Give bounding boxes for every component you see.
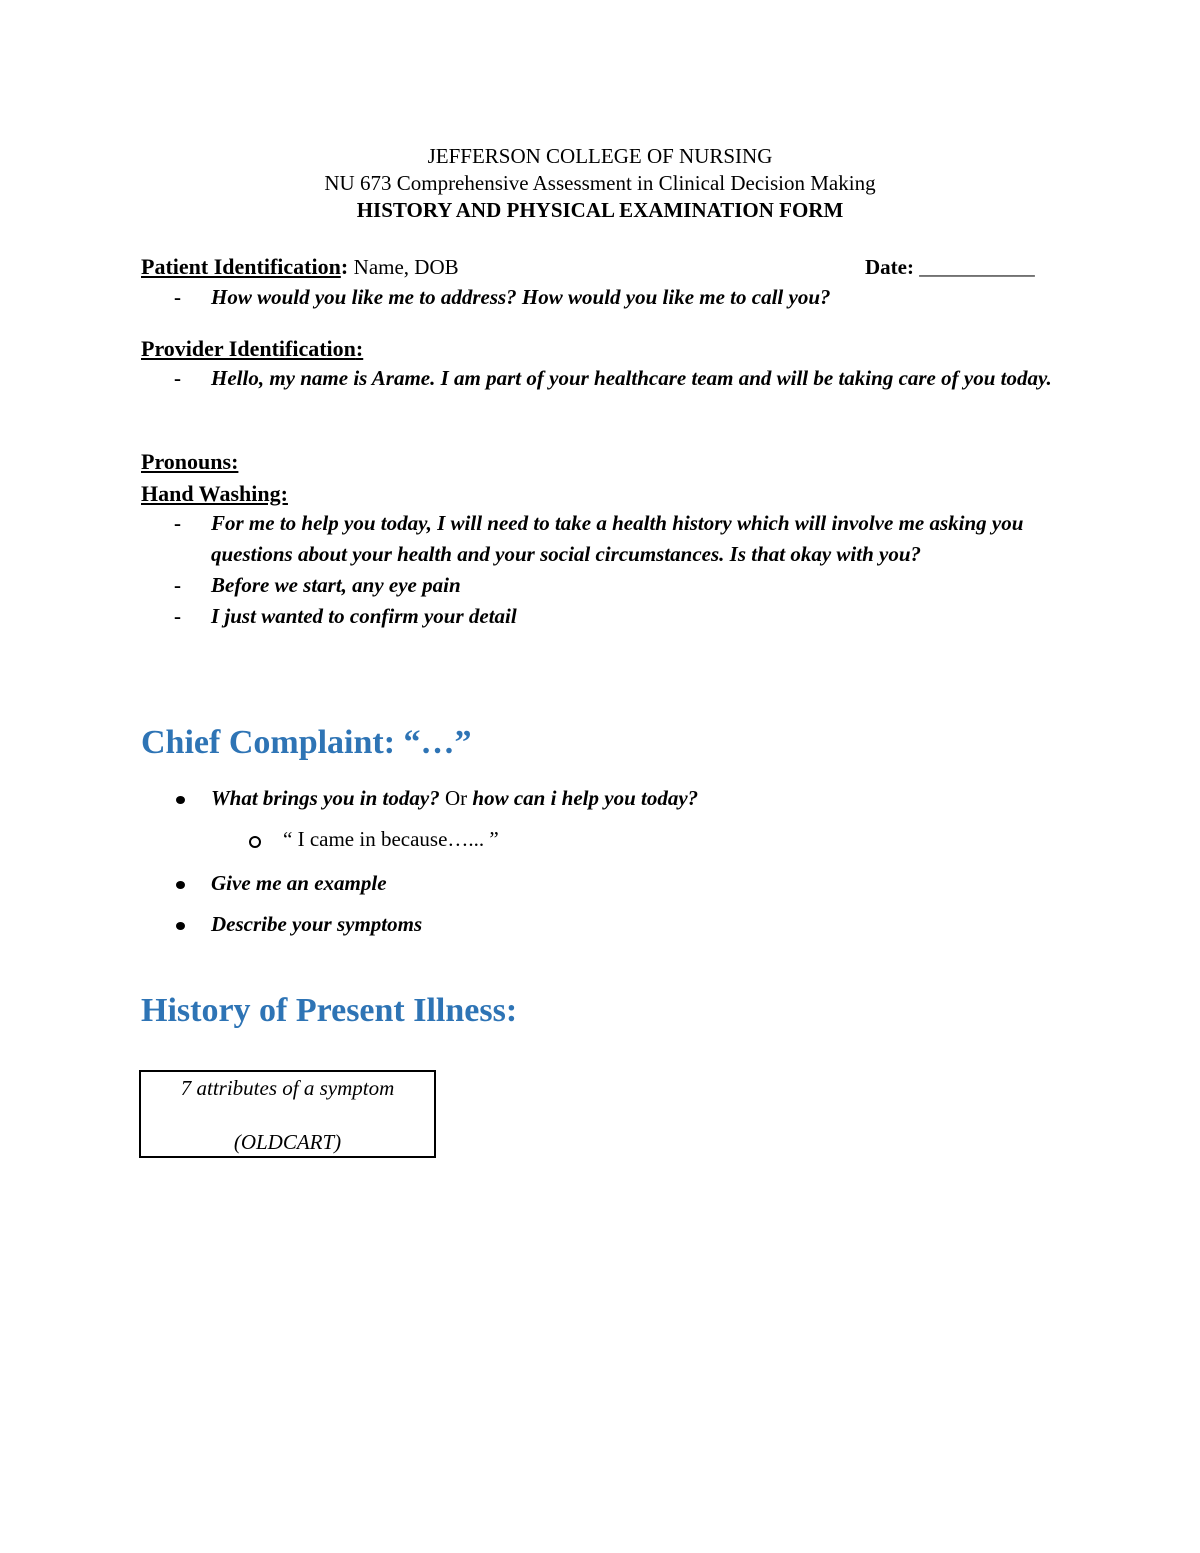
form-header <box>0 143 1200 224</box>
form-title: HISTORY AND PHYSICAL EXAMINATION FORM <box>356 198 844 222</box>
list-item <box>0 601 1071 632</box>
question-or: Or <box>439 786 473 810</box>
list-item <box>0 363 1071 394</box>
dash-marker: - <box>174 604 181 628</box>
course-title: NU 673 Comprehensive Assessment in Clinical Decision Making <box>324 171 876 195</box>
dash-marker: - <box>174 511 181 535</box>
bullet-dot-icon <box>176 881 185 889</box>
provider-identification-label: Provider Identification <box>141 336 356 361</box>
chief-complaint-question <box>211 786 698 811</box>
date-blank: ___________ <box>919 255 1035 279</box>
hand-washing-row <box>141 481 288 507</box>
bullet-dot-icon <box>176 922 185 930</box>
question-part-2: how can i help you today? <box>472 786 699 810</box>
hpi-heading: History of Present Illness: <box>141 992 518 1029</box>
provider-identification-colon: : <box>355 336 364 361</box>
provider-identification-row <box>141 336 363 362</box>
hand-washing-label: Hand Washing: <box>141 481 288 506</box>
chief-complaint-example: Give me an example <box>211 871 387 895</box>
patient-identification-label: Patient Identification <box>141 254 341 279</box>
list-item <box>0 282 1071 313</box>
question-part-1: What brings you in today? <box>211 786 440 810</box>
hand-washing-prompt-3: I just wanted to confirm your detail <box>211 604 517 628</box>
chief-complaint-heading: Chief Complaint: “…” <box>141 724 472 761</box>
hand-washing-prompts <box>0 508 1200 632</box>
patient-identification-row <box>141 254 459 280</box>
list-item <box>0 508 1071 570</box>
provider-prompts <box>0 363 1200 394</box>
list-item <box>0 570 1071 601</box>
patient-identification-colon: : <box>340 254 349 279</box>
pronouns-row <box>141 449 238 475</box>
dash-marker: - <box>174 366 181 390</box>
provider-prompt-text: Hello, my name is Arame. I am part of your healthcare team and will be taking care of you today. <box>211 366 1052 390</box>
date-label: Date: <box>865 255 914 279</box>
chief-complaint-quote: “ I came in because…... ” <box>283 827 499 851</box>
bullet-ring-icon <box>249 836 261 848</box>
dash-marker: - <box>174 285 181 309</box>
hand-washing-prompt-1: For me to help you today, I will need to take a health history which will involve me asking you questions about your health and your social circumstances. Is that okay with you? <box>211 511 1024 566</box>
college-name: JEFFERSON COLLEGE OF NURSING <box>427 144 773 168</box>
oldcart-box-line-1: 7 attributes of a symptom <box>180 1076 395 1100</box>
chief-complaint-symptoms: Describe your symptoms <box>211 912 423 936</box>
patient-prompts <box>0 282 1200 313</box>
pronouns-label: Pronouns: <box>141 449 239 474</box>
bullet-dot-icon <box>176 796 185 804</box>
date-field <box>865 255 1035 280</box>
dash-marker: - <box>174 573 181 597</box>
hand-washing-prompt-2: Before we start, any eye pain <box>211 573 461 597</box>
patient-identification-value: Name, DOB <box>353 255 459 279</box>
oldcart-box <box>139 1070 436 1158</box>
patient-prompt-text: How would you like me to address? How would you like me to call you? <box>211 285 831 309</box>
oldcart-box-line-2: (OLDCART) <box>233 1130 342 1154</box>
